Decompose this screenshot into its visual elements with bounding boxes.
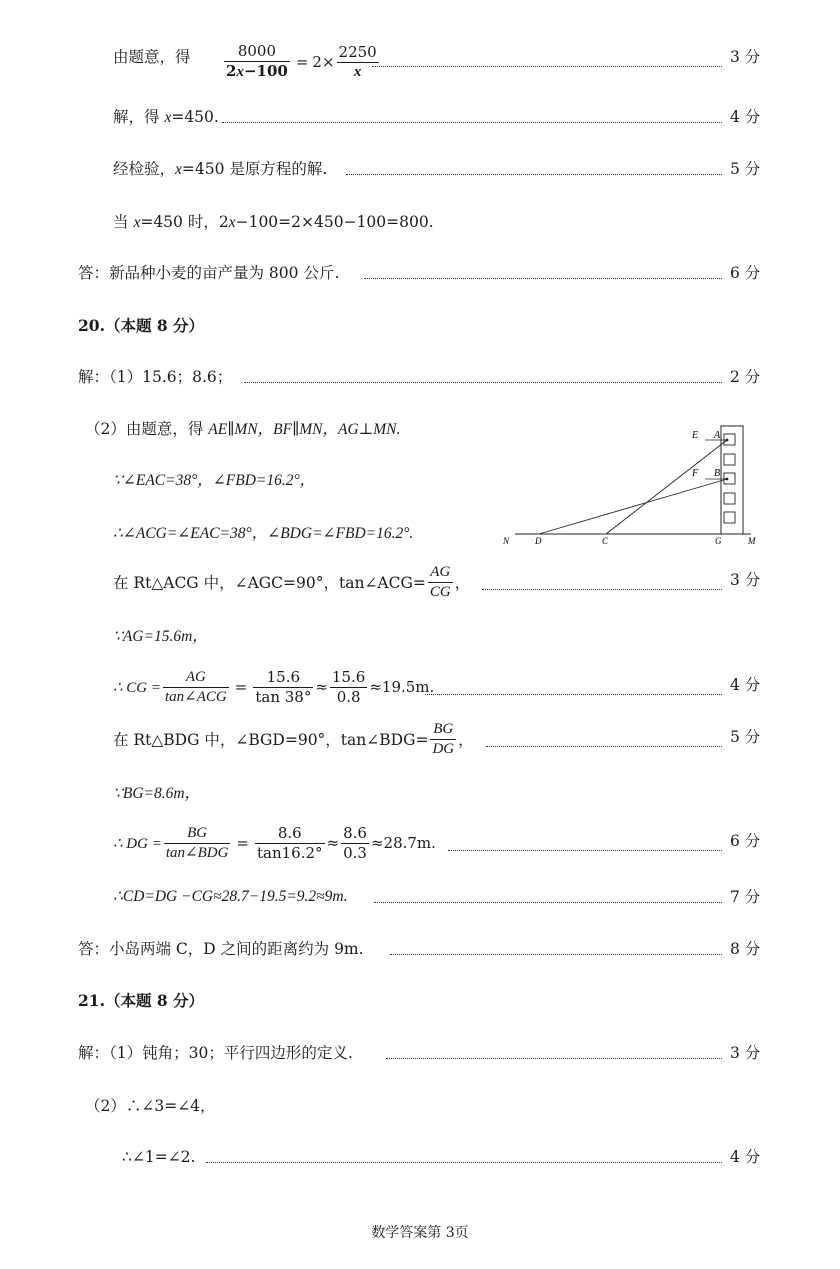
question-heading: 21.（本题 8 分） [78,991,205,1010]
fraction: $\frac{BG}{DG}$ [432,720,455,757]
score: 5 分 [730,728,761,746]
step-line: （2）∴∠3=∠4， [85,1097,216,1115]
answer-line: 答：小岛两端 C，D 之间的距离约为 9m. 8 分 [0,932,840,966]
label-c: C [602,536,609,546]
given-angles-line: ∵∠EAC=38°，∠FBD=16.2°， [113,472,316,489]
label-g: G [715,536,722,546]
substitution-line: 当 x=450 时，2x−100=2×450−100=800. [113,213,434,231]
answer-line: 答：新品种小麦的亩产量为 800 公斤. 6 分 [0,256,840,290]
window [724,454,735,465]
point-a [726,439,729,442]
dotted-leader [482,567,722,590]
given-line: （2）由题意，得 AE∥MN，BF∥MN，AG⊥MN. [85,420,401,438]
dotted-leader [222,100,722,123]
page-footer: 数学答案第 3页 [371,1225,469,1241]
score: 6 分 [730,832,761,850]
geometry-diagram [495,420,765,550]
step-line: ∴∠1=∠2. 4 分 [0,1140,840,1174]
check-line: 经检验，x=450 是原方程的解. 5 分 [0,152,840,186]
dotted-leader [386,1036,722,1059]
label-n: N [503,536,510,546]
answer-line: 解：（1）15.6；8.6； 2 分 [0,360,840,394]
cd-result-line: ∴CD=DG −CG≈28.7−19.5=9.2≈9m. 7 分 [0,880,840,914]
score: 5 分 [730,160,761,178]
fraction: $\frac{8000}{2x-100}$ [226,42,288,80]
fraction: $\frac{8.6}{0.3}$ [343,823,367,862]
answer-line: 解：（1）钝角；30；平行四边形的定义. 3 分 [0,1036,840,1070]
window [724,434,735,445]
dotted-leader [346,152,722,175]
score: 3 分 [730,1044,761,1062]
score: 4 分 [730,108,761,126]
dotted-leader [364,256,722,279]
score: 3 分 [730,571,761,589]
solution-line: 解，得 x=450. 4 分 [0,100,840,134]
score: 6 分 [730,264,761,282]
point-b [726,478,729,481]
fraction: $\frac{AG}{\text{tan∠ACG}}$ [165,668,227,705]
score: 4 分 [730,676,761,694]
label-e: E [692,430,699,441]
dotted-leader [372,44,722,67]
score: 8 分 [730,940,761,958]
given-value-line: ∵AG=15.6m， [113,628,208,645]
dotted-leader [244,360,722,383]
question-heading: 20.（本题 8 分） [78,316,205,335]
dotted-leader [486,724,722,747]
fraction: $\frac{15.6}{\tan 38^\circ}$ [255,667,312,706]
label-d: D [535,536,542,546]
fraction: $\frac{AG}{CG}$ [429,563,451,600]
equation-prefix: 由题意，得 [113,48,191,66]
fraction: $\frac{BG}{\text{tan∠BDG}}$ [165,824,229,861]
score: 4 分 [730,1148,761,1166]
score: 7 分 [730,888,761,906]
line-bd [539,479,727,534]
score: 3 分 [730,48,761,66]
dotted-leader [390,932,722,955]
dotted-leader [374,880,722,903]
given-value-line: ∵BG=8.6m， [113,785,201,802]
label-m: M [748,536,756,546]
dotted-leader [425,672,722,695]
window [724,512,735,523]
fraction: $\frac{8.6}{\tan 16.2^\circ}$ [257,823,323,862]
window [724,473,735,484]
label-a: A [714,430,721,441]
score: 2 分 [730,368,761,386]
angle-equality-line: ∴∠ACG=∠EAC=38°，∠BDG=∠FBD=16.2°. [113,525,414,542]
window [724,493,735,504]
line-ac [606,440,727,534]
label-b: B [714,468,721,479]
equation-expression: $\frac{8000}{2x-100}$ = 2× $\frac{2250}{x}$ [226,42,377,80]
label-f: F [692,468,699,479]
dotted-leader [206,1140,722,1163]
fraction: $\frac{2250}{x}$ [338,42,377,80]
dotted-leader [448,828,722,851]
fraction: $\frac{15.6}{0.8}$ [331,667,366,706]
